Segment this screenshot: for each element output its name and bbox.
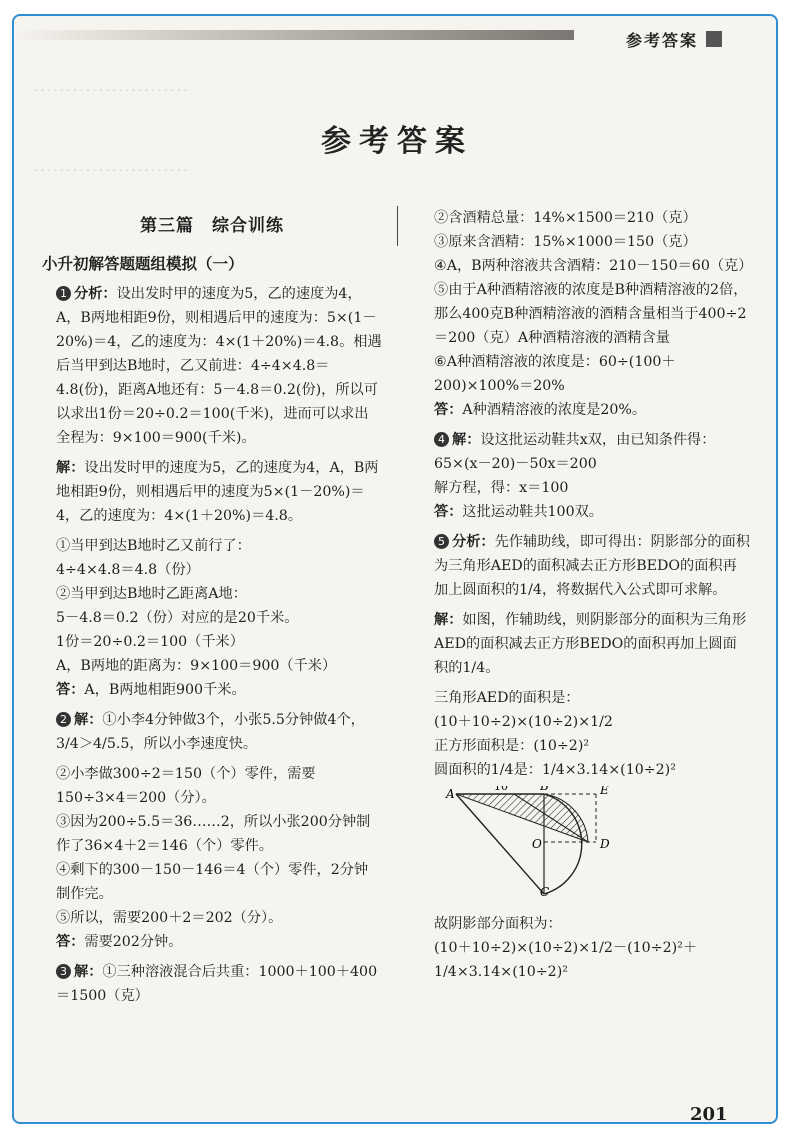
q1-step2c: 1份＝20÷0.2＝100（千米） [56, 634, 244, 650]
header-label: 参考答案 [626, 31, 699, 50]
label-length: 10 [494, 786, 508, 793]
bleed-through: ．．．．．．．．．．．．．．．．．．．．．．．． [34, 80, 197, 95]
q1-step1b: 4÷4×4.8＝4.8（份） [56, 562, 200, 578]
q3-step5: ⑤由于A种酒精溶液的浓度是B种酒精溶液的2倍，那么400克B种酒精溶液的酒精含量相当于400÷2＝200（克）A种酒精溶液的酒精含量 [434, 282, 748, 346]
q4-equation: 65×(x－20)－50x＝200 [434, 456, 597, 472]
q1-step2b: 5－4.8＝0.2（份）对应的是20千米。 [56, 610, 299, 626]
q3-step3: ③原来含酒精：15%×1000＝150（克） [434, 234, 697, 250]
q2-step2: ②小李做300÷2＝150（个）零件，需要150÷3×4＝200（分）。 [56, 766, 316, 806]
label-a: A [446, 787, 455, 801]
header-bar [14, 30, 574, 40]
q2-answer: 答：需要202分钟。 [56, 934, 183, 950]
geometry-diagram [444, 786, 644, 898]
q5-solution: 解：如图，作辅助线，则阴影部分的面积为三角形AED的面积减去正方形BEDO的面积再加上圆面积的1/4。 [434, 612, 747, 676]
label-e: E [600, 786, 609, 797]
q3-step4: ④A，B两种溶液共含酒精：210－150＝60（克） [434, 258, 753, 274]
q4-answer: 答：这批运动鞋共100双。 [434, 504, 603, 520]
q5-quarter-circle: 圆面积的1/4是：1/4×3.14×(10÷2)² [434, 762, 676, 778]
label-b: B [540, 786, 549, 793]
label-d: D [600, 837, 610, 851]
q3-answer: 答：A种酒精溶液的浓度是20%。 [434, 402, 647, 418]
q2-solution: 2 解：①小李4分钟做3个，小张5.5分钟做4个，3/4＞4/5.5，所以小李速度快。 [56, 712, 365, 752]
sub-title: 小升初解答题题组模拟（一） [42, 254, 244, 273]
q4-badge: 4 [434, 432, 449, 447]
q5-final-formula: (10＋10÷2)×(10÷2)×1/2－(10÷2)²＋1/4×3.14×(10÷2)² [434, 940, 698, 980]
q2-step5: ⑤所以，需要200＋2＝202（分）。 [56, 910, 283, 926]
column-divider [397, 206, 398, 246]
q2-step4: ④剩下的300－150－146＝4（个）零件，2分钟制作完。 [56, 862, 369, 902]
q2-badge: 2 [56, 712, 71, 727]
q3-step6: ⑥A种酒精溶液的浓度是：60÷(100＋200)×100%＝20% [434, 354, 676, 394]
right-column [420, 206, 753, 984]
label-c: C [540, 885, 550, 898]
page-title: 参考答案 [321, 124, 473, 159]
q1-step2: ②当甲到达B地时乙距离A地： [56, 586, 247, 602]
q1-step1: ①当甲到达B地时乙又前行了： [56, 538, 251, 554]
q3-solution: 3 解：①三种溶液混合后共重：1000＋100＋400＝1500（克） [56, 964, 378, 1004]
q1-badge: 1 [56, 286, 71, 301]
geometry-figure [444, 786, 750, 906]
q1-analysis: 1 分析：设出发时甲的速度为5，乙的速度为4，A，B两地相距9份，则相遇后甲的速度为：5×(1－20%)＝4，乙的速度为：4×(1＋20%)＝4.8。相遇后当甲到达B地时，乙又前进：4÷4×4.8＝4.8(份)，距离A地还有：5－4.8＝0.2(份)，所以可以求出1份＝20÷0.2＝100(千米)，进而可以求出全程为：9×100＝900(千米)。 [56, 286, 382, 446]
section-title: 第三篇 综合训练 [140, 216, 284, 236]
q3-step2: ②含酒精总量：14%×1500＝210（克） [434, 210, 697, 226]
left-column [42, 206, 382, 1014]
header-marker [706, 31, 722, 47]
q2-step3: ③因为200÷5.5＝36……2，所以小张200分钟制作了36×4＋2＝146（个）零件。 [56, 814, 371, 854]
q5-final-label: 故阴影部分面积为： [434, 916, 562, 932]
q5-badge: 5 [434, 534, 449, 549]
bleed-through: ．．．．．．．．．．．．．．．．．．．．．．．． [34, 160, 197, 175]
q5-triangle-formula: (10＋10÷2)×(10÷2)×1/2 [434, 714, 613, 730]
q5-triangle-label: 三角形AED的面积是： [434, 690, 580, 706]
q1-answer: 答：A，B两地相距900千米。 [56, 682, 246, 698]
label-o: O [532, 837, 542, 851]
q4-result: 解方程，得：x＝100 [434, 480, 569, 496]
q5-analysis: 5 分析：先作辅助线，即可得出：阴影部分的面积为三角形AED的面积减去正方形BEDO的面积再加上圆面积的1/4，将数据代入公式即可求解。 [434, 534, 750, 598]
page-number: 201 [690, 1104, 728, 1124]
q1-solution: 解：设出发时甲的速度为5，乙的速度为4，A，B两地相距9份，则相遇后甲的速度为5×(1－20%)＝4，乙的速度为：4×(1＋20%)＝4.8。 [56, 460, 379, 524]
q3-badge: 3 [56, 964, 71, 979]
q5-square: 正方形面积是：(10÷2)² [434, 738, 590, 754]
q4-solution: 4 解：设这批运动鞋共x双，由已知条件得： [420, 428, 750, 452]
page-frame [12, 14, 778, 1124]
q1-step3: A，B两地的距离为：9×100＝900（千米） [56, 658, 337, 674]
